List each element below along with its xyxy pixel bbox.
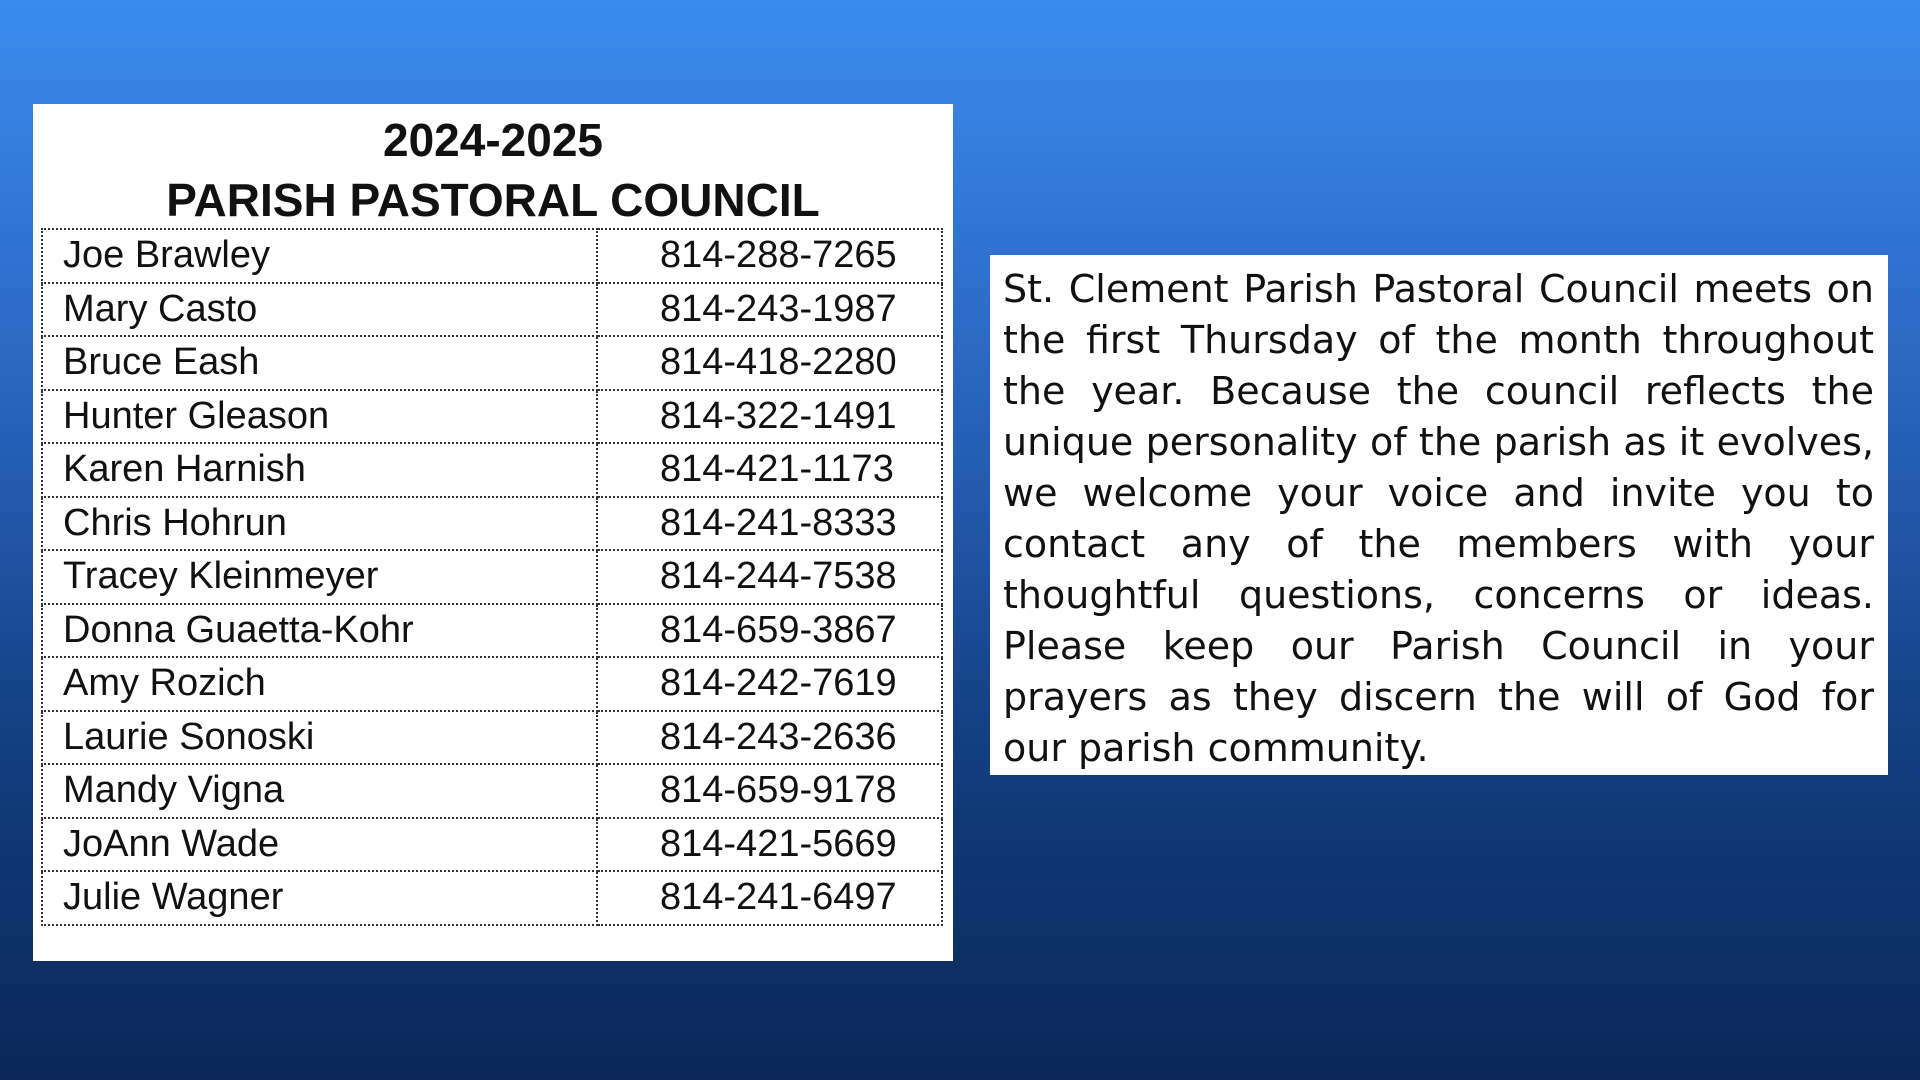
- council-description-card: [990, 255, 1888, 775]
- table-row: [42, 229, 942, 283]
- member-phone: 814-242-7619: [597, 657, 942, 711]
- table-row: [42, 818, 942, 872]
- table-row: [42, 871, 942, 925]
- member-phone: 814-241-6497: [597, 871, 942, 925]
- member-phone: 814-659-9178: [597, 764, 942, 818]
- table-row: [42, 604, 942, 658]
- council-roster-card: [33, 104, 953, 961]
- member-name: Amy Rozich: [42, 657, 597, 711]
- member-phone: 814-288-7265: [597, 229, 942, 283]
- member-name: Laurie Sonoski: [42, 711, 597, 765]
- table-row: [42, 443, 942, 497]
- member-phone: 814-244-7538: [597, 550, 942, 604]
- member-name: Karen Harnish: [42, 443, 597, 497]
- table-row: [42, 336, 942, 390]
- table-row: [42, 764, 942, 818]
- table-row: [42, 283, 942, 337]
- table-row: [42, 390, 942, 444]
- member-phone: 814-243-1987: [597, 283, 942, 337]
- member-name: Hunter Gleason: [42, 390, 597, 444]
- member-name: Bruce Eash: [42, 336, 597, 390]
- member-phone: 814-241-8333: [597, 497, 942, 551]
- member-phone: 814-243-2636: [597, 711, 942, 765]
- member-name: JoAnn Wade: [42, 818, 597, 872]
- member-phone: 814-421-5669: [597, 818, 942, 872]
- roster-title-year: 2024-2025: [383, 114, 603, 166]
- member-name: Mary Casto: [42, 283, 597, 337]
- table-row: [42, 711, 942, 765]
- members-table: [41, 228, 943, 926]
- member-name: Joe Brawley: [42, 229, 597, 283]
- table-row: [42, 657, 942, 711]
- member-phone: 814-421-1173: [597, 443, 942, 497]
- member-phone: 814-322-1491: [597, 390, 942, 444]
- member-name: Julie Wagner: [42, 871, 597, 925]
- table-row: [42, 550, 942, 604]
- member-name: Mandy Vigna: [42, 764, 597, 818]
- member-phone: 814-418-2280: [597, 336, 942, 390]
- table-row: [42, 497, 942, 551]
- roster-title-heading: PARISH PASTORAL COUNCIL: [166, 174, 820, 226]
- member-name: Chris Hohrun: [42, 497, 597, 551]
- roster-title: [33, 104, 953, 226]
- member-name: Donna Guaetta-Kohr: [42, 604, 597, 658]
- member-phone: 814-659-3867: [597, 604, 942, 658]
- member-name: Tracey Kleinmeyer: [42, 550, 597, 604]
- council-description-text: St. Clement Parish Pastoral Council meets on the first Thursday of the month throughout the year. Because the council reflects the unique personality of the parish as it evolves, we welcome your voice and invite you to contact any of the members with your thoughtful questions, concerns or ideas. Please keep our Parish Council in your prayers as they discern the will of God for our parish community.: [1003, 267, 1874, 770]
